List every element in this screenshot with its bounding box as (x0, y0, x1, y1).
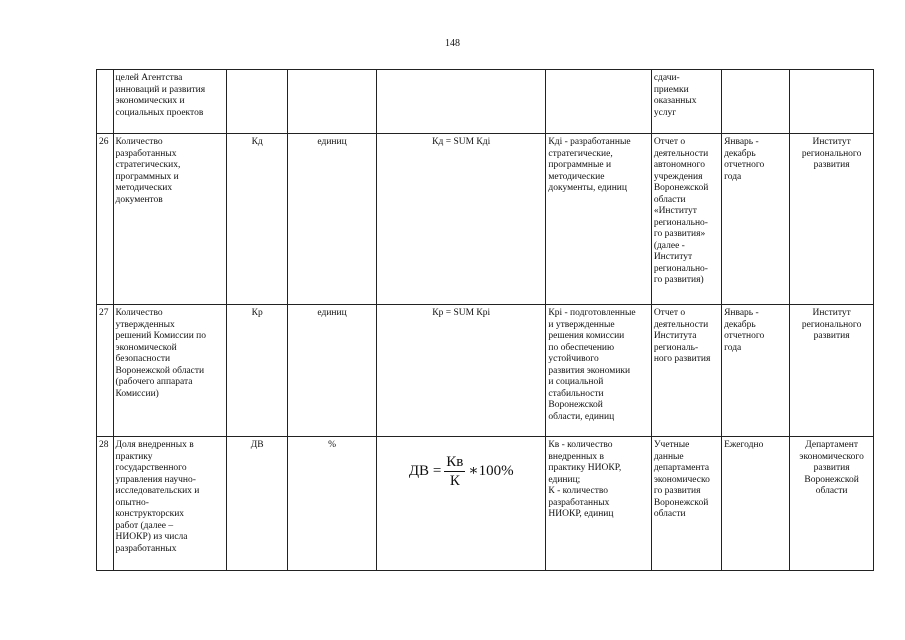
indicator-source: сдачи- приемки оказанных услуг (651, 70, 721, 134)
formula-rhs: ∗100% (468, 462, 514, 479)
table-row (97, 437, 874, 571)
indicator-variables (546, 70, 651, 134)
table-row (97, 70, 874, 134)
indicator-formula (376, 437, 545, 571)
indicator-formula (376, 70, 545, 134)
indicator-name: Количество утвержденных решений Комиссии по экономической безопасности Воронежской области (рабочего аппарата Комиссии) (113, 305, 227, 437)
indicator-responsible (790, 70, 874, 134)
indicator-symbol: Кд (227, 134, 288, 305)
page-number: 148 (445, 38, 460, 49)
indicator-period: Январь - декабрь отчетного года (722, 134, 790, 305)
indicator-symbol: ДВ (227, 437, 288, 571)
formula-lhs: ДВ = (408, 462, 442, 479)
row-number: 28 (97, 437, 114, 571)
table-row (97, 134, 874, 305)
indicator-responsible: Институт регионального развития (790, 134, 874, 305)
indicator-source: Отчет о деятельности Института региональ- ного развития (651, 305, 721, 437)
indicator-source: Учетные данные департамента экономическо го развития Воронежской области (651, 437, 721, 571)
indicator-responsible: Институт регионального развития (790, 305, 874, 437)
indicator-name: Доля внедренных в практику государственного управления научно- исследовательских и опытно- конструкторских работ (далее – НИОКР) из числа разработанных (113, 437, 227, 571)
row-number: 26 (97, 134, 114, 305)
indicator-formula: Кд = SUM Кдi (376, 134, 545, 305)
fraction-formula (379, 440, 543, 490)
formula-numerator: Кв (446, 454, 464, 470)
indicator-unit: единиц (288, 134, 377, 305)
indicator-name: целей Агентства инноваций и развития экономических и социальных проектов (113, 70, 227, 134)
indicator-variables: Крi - подготовленные и утвержденные решения комиссии по обеспечению устойчивого развития экономики и социальной стабильности Воронежской области, единиц (546, 305, 651, 437)
formula-fraction (444, 453, 465, 490)
indicator-formula: Кр = SUM Крi (376, 305, 545, 437)
table-row (97, 305, 874, 437)
indicator-period (722, 70, 790, 134)
indicator-symbol (227, 70, 288, 134)
indicator-period: Ежегодно (722, 437, 790, 571)
indicator-unit: % (288, 437, 377, 571)
row-number: 27 (97, 305, 114, 437)
indicator-responsible: Департамент экономического развития Воронежской области (790, 437, 874, 571)
indicator-period: Январь - декабрь отчетного года (722, 305, 790, 437)
indicator-symbol: Кр (227, 305, 288, 437)
row-number (97, 70, 114, 134)
indicator-variables: Кдi - разработанные стратегические, программные и методические документы, единиц (546, 134, 651, 305)
indicator-variables: Кв - количество внедренных в практику НИОКР, единиц; К - количество разработанных НИОКР, единиц (546, 437, 651, 571)
indicator-name: Количество разработанных стратегических, программных и методических документов (113, 134, 227, 305)
indicator-unit (288, 70, 377, 134)
indicators-table (96, 69, 874, 571)
formula-denominator: К (449, 473, 460, 489)
indicator-unit: единиц (288, 305, 377, 437)
indicator-source: Отчет о деятельности автономного учреждения Воронежской области «Институт регионально- го развития» (далее - Институт регионально- го развития) (651, 134, 721, 305)
